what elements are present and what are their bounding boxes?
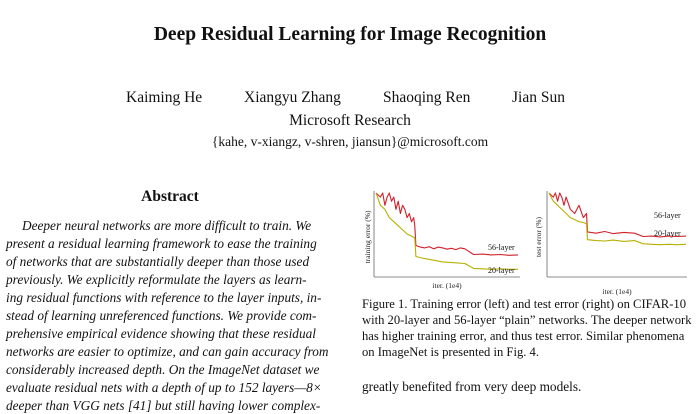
abstract-line: present a residual learning framework to ease the training bbox=[6, 236, 317, 251]
series-label: 20-layer bbox=[654, 229, 681, 238]
x-axis-label: iter. (1e4) bbox=[432, 281, 462, 290]
author-list bbox=[0, 89, 700, 111]
y-axis-label: test error (%) bbox=[534, 217, 543, 257]
x-axis-label: iter. (1e4) bbox=[602, 287, 632, 296]
author-name: Xiangyu Zhang bbox=[244, 89, 341, 106]
chart-right bbox=[534, 191, 687, 296]
abstract-line: stead of learning unreferenced functions. We provide com- bbox=[6, 308, 317, 323]
abstract-line: Deeper neural networks are more difficult to train. We bbox=[22, 218, 312, 233]
abstract-line: evaluate residual nets with a depth of up to 152 layers—8× bbox=[6, 380, 322, 395]
abstract-heading: Abstract bbox=[141, 188, 199, 205]
author-name: Jian Sun bbox=[512, 89, 565, 106]
abstract-line: networks are easier to optimize, and can gain accuracy from bbox=[6, 344, 329, 359]
affiliation: Microsoft Research bbox=[289, 112, 411, 129]
series-label: 20-layer bbox=[488, 266, 515, 275]
author-name: Shaoqing Ren bbox=[383, 89, 471, 106]
abstract-line: previously. We explicitly reformulate the layers as learn- bbox=[6, 272, 307, 287]
abstract-line: considerably increased depth. On the ImageNet dataset we bbox=[6, 362, 320, 377]
series-label: 56-layer bbox=[654, 211, 681, 220]
plot-area bbox=[376, 193, 518, 269]
body-text-line: greatly benefited from very deep models. bbox=[362, 379, 582, 394]
caption-line: with 20-layer and 56-layer “plain” networks. The deeper network bbox=[362, 313, 692, 327]
paper-title: Deep Residual Learning for Image Recognition bbox=[153, 24, 547, 45]
abstract-line: ing residual functions with reference to the layer inputs, in- bbox=[6, 290, 322, 305]
abstract-line: deeper than VGG nets [41] but still having lower complex- bbox=[6, 398, 321, 413]
author-emails: {kahe, v-xiangz, v-shren, jiansun}@microsoft.com bbox=[211, 134, 489, 149]
caption-line: has higher training error, and thus test error. Similar phenomena bbox=[362, 329, 685, 343]
chart-left bbox=[363, 191, 520, 290]
figure-plots bbox=[360, 185, 695, 298]
caption-line: Figure 1. Training error (left) and test error (right) on CIFAR-10 bbox=[362, 297, 686, 311]
abstract-line: of networks that are substantially deeper than those used bbox=[6, 254, 310, 269]
series-label: 56-layer bbox=[488, 243, 515, 252]
y-axis-label: training error (%) bbox=[363, 210, 372, 264]
abstract-line: prehensive empirical evidence showing that these residual bbox=[6, 326, 316, 341]
caption-line: on ImageNet is presented in Fig. 4. bbox=[362, 345, 539, 359]
author-name: Kaiming He bbox=[126, 89, 203, 106]
